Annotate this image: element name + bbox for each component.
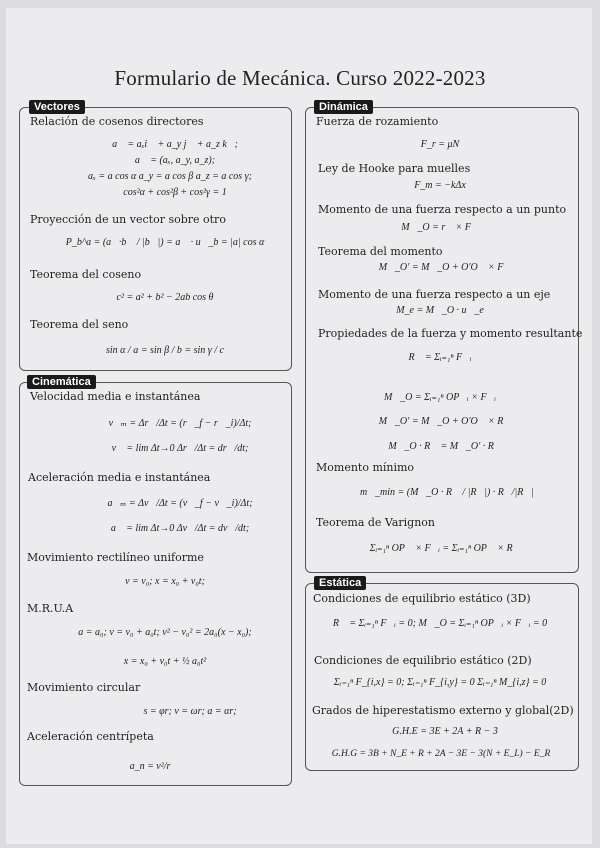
heading: Movimiento circular: [27, 681, 141, 694]
heading: Proyección de un vector sobre otro: [30, 213, 226, 226]
formula: a⃗ₘ = Δv⃗/Δt = (v⃗_f − v⃗_i)/Δt;: [107, 498, 253, 509]
heading: Ley de Hooke para muelles: [318, 162, 471, 175]
formula: G.H.G = 3B + N_E + R + 2A − 3E − 3(N + E_L) − E_R: [331, 749, 551, 759]
estatica-tag: Estática: [314, 576, 366, 590]
formula: M⃗_O′ = M⃗_O + O′O⃗ × F⃗: [378, 262, 512, 273]
formula: F_m = −kΔx: [414, 180, 466, 191]
dinamica-box: [305, 107, 579, 573]
formula: a⃗ = aₓi⃗ + a_y j⃗ + a_z k⃗;: [112, 139, 238, 150]
heading: Teorema del seno: [30, 318, 129, 331]
heading: Momento de una fuerza respecto a un eje: [318, 288, 551, 301]
formula: Σᵢ₌₁ⁿ F_{i,x} = 0; Σᵢ₌₁ⁿ F_{i,y} = 0 Σᵢ₌₁ⁿ M_{i,z} = 0: [333, 677, 547, 688]
vectores-tag: Vectores: [29, 100, 85, 114]
formula: a_n = v²/r: [129, 761, 171, 772]
formula: m⃗_min = (M⃗_O · R⃗ / |R⃗|) · R⃗/|R⃗|: [360, 487, 534, 498]
formula: v⃗ₘ = Δr⃗/Δt = (r⃗_f − r⃗_i)/Δt;: [108, 418, 252, 429]
formula: M_e = M⃗_O · u⃗_e: [396, 305, 484, 316]
heading: Momento de una fuerza respecto a un punto: [318, 203, 567, 216]
heading: Teorema del momento: [318, 245, 443, 258]
formula: x = x₀ + v₀t + ½ a₀t²: [123, 656, 207, 667]
formula: sin α / a = sin β / b = sin γ / c: [106, 345, 224, 356]
heading: Propiedades de la fuerza y momento resultante: [318, 327, 583, 340]
formula: aₓ = a cos α a_y = a cos β a_z = a cos γ;: [88, 171, 252, 182]
formula: a⃗ = lim Δt→0 Δv⃗/Δt = dv⃗/dt;: [110, 523, 250, 534]
formula: v = v₀; x = x₀ + v₀t;: [125, 576, 205, 587]
formula: M⃗_O = r⃗ × F⃗: [401, 222, 479, 233]
heading: Condiciones de equilibrio estático (2D): [314, 654, 532, 667]
heading: M.R.U.A: [27, 602, 74, 615]
formula: Σᵢ₌₁ⁿ OP⃗ × F⃗ᵢ = Σᵢ₌₁ⁿ OP⃗ × R⃗: [369, 543, 521, 554]
formula: s = φr; v = ωr; a = αr;: [143, 706, 237, 717]
heading: Fuerza de rozamiento: [316, 115, 439, 128]
heading: Momento mínimo: [316, 461, 415, 474]
formula: G.H.E = 3E + 2A + R − 3: [392, 726, 498, 737]
formula: v⃗ = lim Δt→0 Δr⃗/Δt = dr⃗/dt;: [111, 443, 249, 454]
formula: F_r = μN: [420, 139, 460, 150]
heading: Relación de cosenos directores: [30, 115, 204, 128]
formula: a⃗ = (aₓ, a_y, a_z);: [134, 155, 216, 166]
heading: Condiciones de equilibrio estático (3D): [313, 592, 531, 605]
formula: c² = a² + b² − 2ab cos θ: [116, 292, 214, 303]
heading: Aceleración media e instantánea: [28, 471, 211, 484]
formula: a = a₀; v = v₀ + a₀t; v² − v₀² = 2a₀(x − x₀);: [78, 627, 252, 638]
heading: Aceleración centrípeta: [27, 730, 154, 743]
heading: Grados de hiperestatismo externo y global(2D): [312, 704, 574, 717]
cinematica-tag: Cinemática: [27, 375, 96, 389]
formula: R⃗ = Σᵢ₌₁ⁿ F⃗ᵢ: [408, 352, 472, 363]
formula: cos²α + cos²β + cos²γ = 1: [123, 187, 227, 198]
heading: Velocidad media e instantánea: [30, 390, 201, 403]
formula: M⃗_O · R⃗ = M⃗_O′ · R⃗: [388, 441, 502, 452]
formula: P_b^a = (a⃗·b⃗ / |b⃗|) = a⃗ · u⃗_b = |a| cos α: [65, 237, 265, 248]
heading: Teorema de Varignon: [316, 516, 436, 529]
formula: M⃗_O′ = M⃗_O + O′O⃗ × R⃗: [378, 416, 512, 427]
heading: Movimiento rectilíneo uniforme: [27, 551, 204, 564]
formula: M⃗_O = Σᵢ₌₁ⁿ OP⃗ᵢ × F⃗ᵢ: [384, 392, 496, 403]
dinamica-tag: Dinámica: [314, 100, 373, 114]
formula: R⃗ = Σᵢ₌₁ⁿ F⃗ᵢ = 0; M⃗_O = Σᵢ₌₁ⁿ OP⃗ᵢ × F⃗ᵢ = 0: [332, 618, 548, 629]
page-title: Formulario de Mecánica. Curso 2022-2023: [114, 66, 486, 90]
heading: Teorema del coseno: [30, 268, 142, 281]
